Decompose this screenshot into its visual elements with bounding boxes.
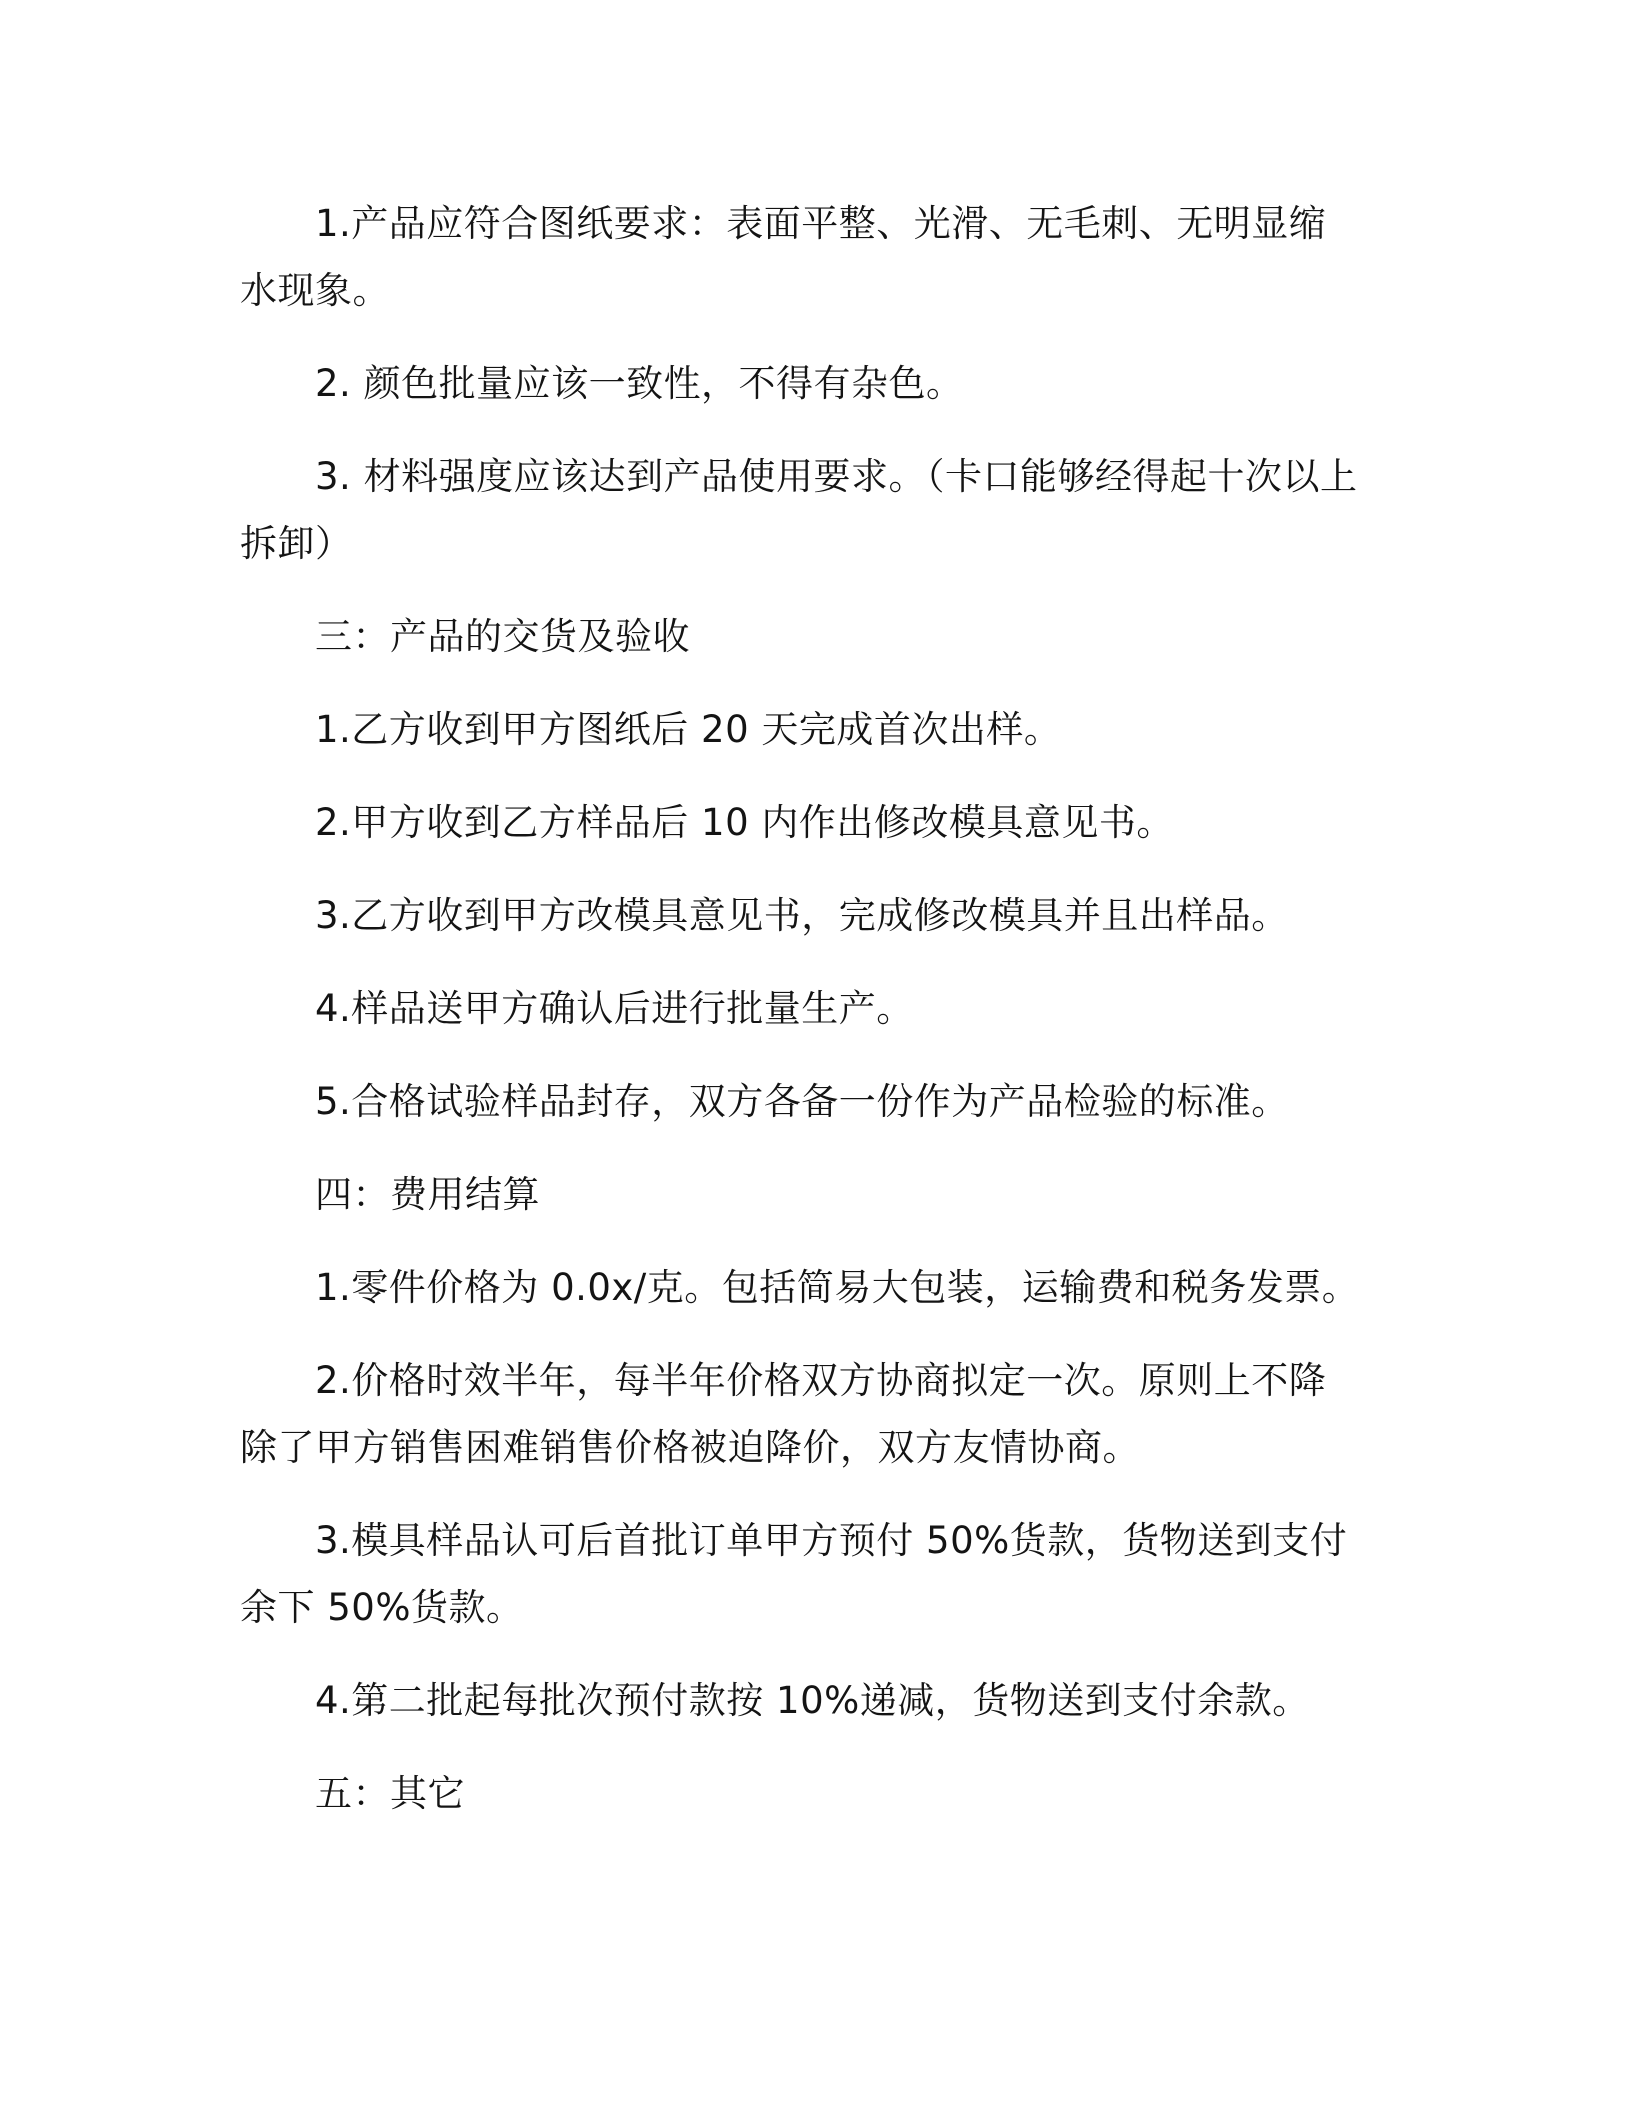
clause-settlement-subsequent: 4.第二批起每批次预付款按 10%递减，货物送到支付余款。 <box>315 1679 1310 1722</box>
clause-quality-strength: 3. 材料强度应该达到产品使用要求。（卡口能够经得起十次以上拆卸） <box>240 455 1358 565</box>
clause-delivery-feedback: 2.甲方收到乙方样品后 10 内作出修改模具意见书。 <box>315 801 1174 844</box>
clause-settlement-first-order: 3.模具样品认可后首批订单甲方预付 50%货款，货物送到支付余下 50%货款。 <box>240 1519 1348 1629</box>
clause-settlement-validity: 2.价格时效半年，每半年价格双方协商拟定一次。原则上不降除了甲方销售困难销售价格被迫降价，双方友情协商。 <box>240 1359 1327 1469</box>
clause-delivery-revision: 3.乙方收到甲方改模具意见书，完成修改模具并且出样品。 <box>315 894 1289 937</box>
clause-delivery-first-sample: 1.乙方收到甲方图纸后 20 天完成首次出样。 <box>315 708 1062 751</box>
section-heading-settlement: 四：费用结算 <box>315 1173 540 1216</box>
clause-delivery-mass-production: 4.样品送甲方确认后进行批量生产。 <box>315 987 914 1030</box>
clause-delivery-sample-storage: 5.合格试验样品封存，双方各备一份作为产品检验的标准。 <box>315 1080 1289 1123</box>
clause-settlement-price: 1.零件价格为 0.0x/克。包括简易大包装，运输费和税务发票。 <box>315 1266 1360 1309</box>
section-heading-other: 五：其它 <box>315 1772 465 1815</box>
clause-quality-surface: 1.产品应符合图纸要求：表面平整、光滑、无毛刺、无明显缩水现象。 <box>240 202 1327 312</box>
section-heading-delivery: 三：产品的交货及验收 <box>315 615 690 658</box>
clause-quality-color: 2. 颜色批量应该一致性，不得有杂色。 <box>315 362 964 405</box>
document-body <box>240 190 1360 1853</box>
